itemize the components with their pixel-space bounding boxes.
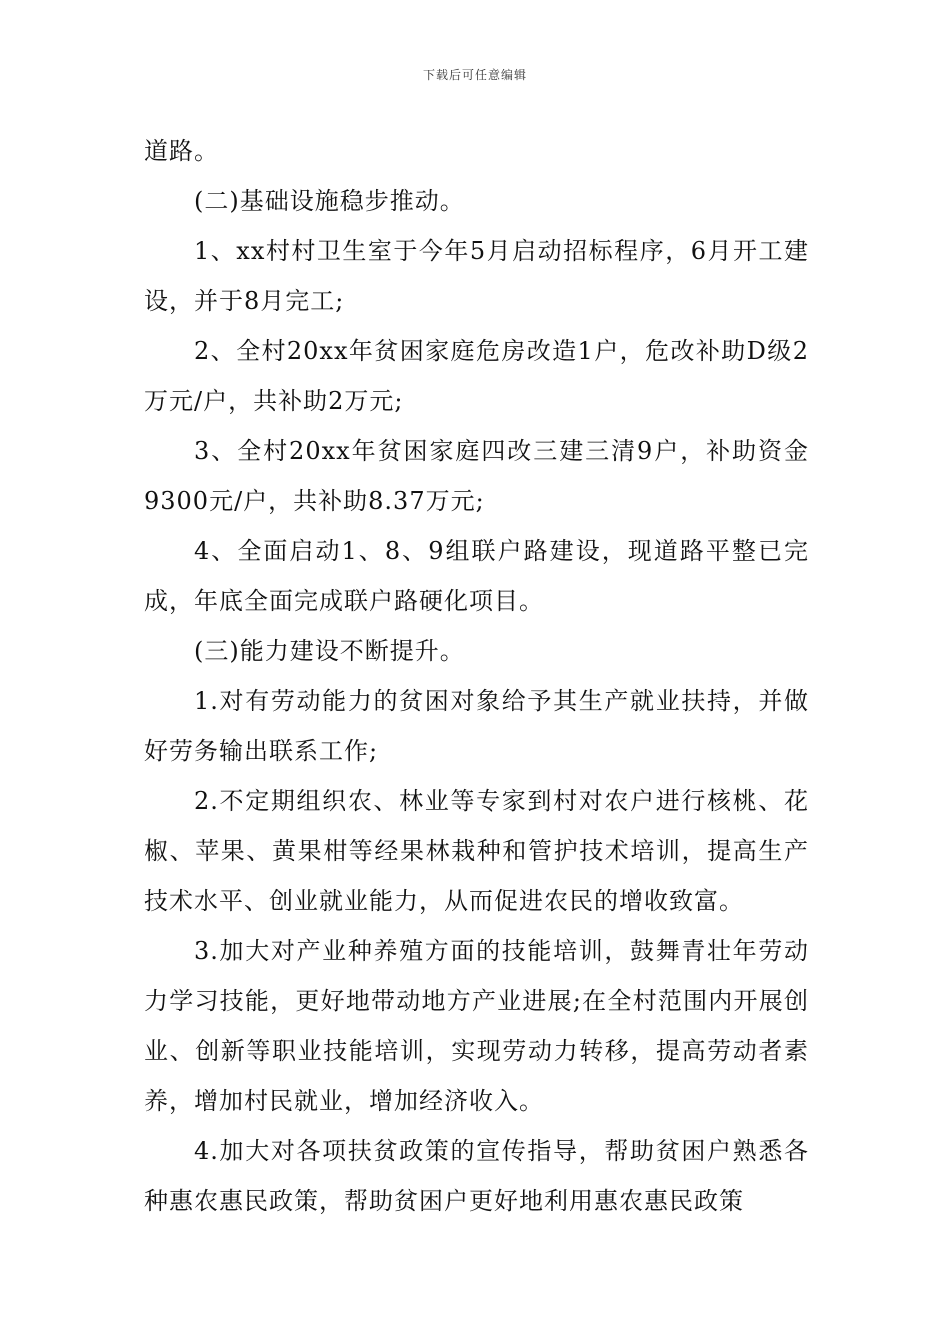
paragraph-3-item-3: 3.加大对产业种养殖方面的技能培训，鼓舞青壮年劳动力学习技能，更好地带动地方产业进展;在全村范围内开展创业、创新等职业技能培训，实现劳动力转移，提高劳动者素养，增加村民就业，增加经济收入。 — [144, 937, 809, 1115]
document-body — [144, 126, 809, 1226]
section-heading-3: (三)能力建设不断提升。 — [194, 637, 465, 665]
page-header: 下载后可任意编辑 — [422, 68, 527, 82]
paragraph-3-item-1: 1.对有劳动能力的贫困对象给予其生产就业扶持，并做好劳务输出联系工作; — [144, 687, 809, 765]
paragraph-3-item-2: 2.不定期组织农、林业等专家到村对农户进行核桃、花椒、苹果、黄果柑等经果林栽种和管护技术培训，提高生产技术水平、创业就业能力，从而促进农民的增收致富。 — [144, 787, 809, 915]
paragraph-2-item-1: 1、xx村村卫生室于今年5月启动招标程序，6月开工建设，并于8月完工; — [144, 237, 809, 315]
paragraph-2-item-2: 2、全村20xx年贫困家庭危房改造1户，危改补助D级2万元/户，共补助2万元; — [144, 337, 809, 415]
paragraph-1: 道路。 — [144, 137, 219, 165]
paragraph-2-item-4: 4、全面启动1、8、9组联户路建设，现道路平整已完成，年底全面完成联户路硬化项目。 — [144, 537, 809, 615]
paragraph-2-item-3: 3、全村20xx年贫困家庭四改三建三清9户，补助资金9300元/户，共补助8.37万元; — [144, 437, 809, 515]
paragraph-3-item-4: 4.加大对各项扶贫政策的宣传指导，帮助贫困户熟悉各种惠农惠民政策，帮助贫困户更好地利用惠农惠民政策 — [144, 1137, 809, 1215]
section-heading-2: (二)基础设施稳步推动。 — [194, 187, 465, 215]
